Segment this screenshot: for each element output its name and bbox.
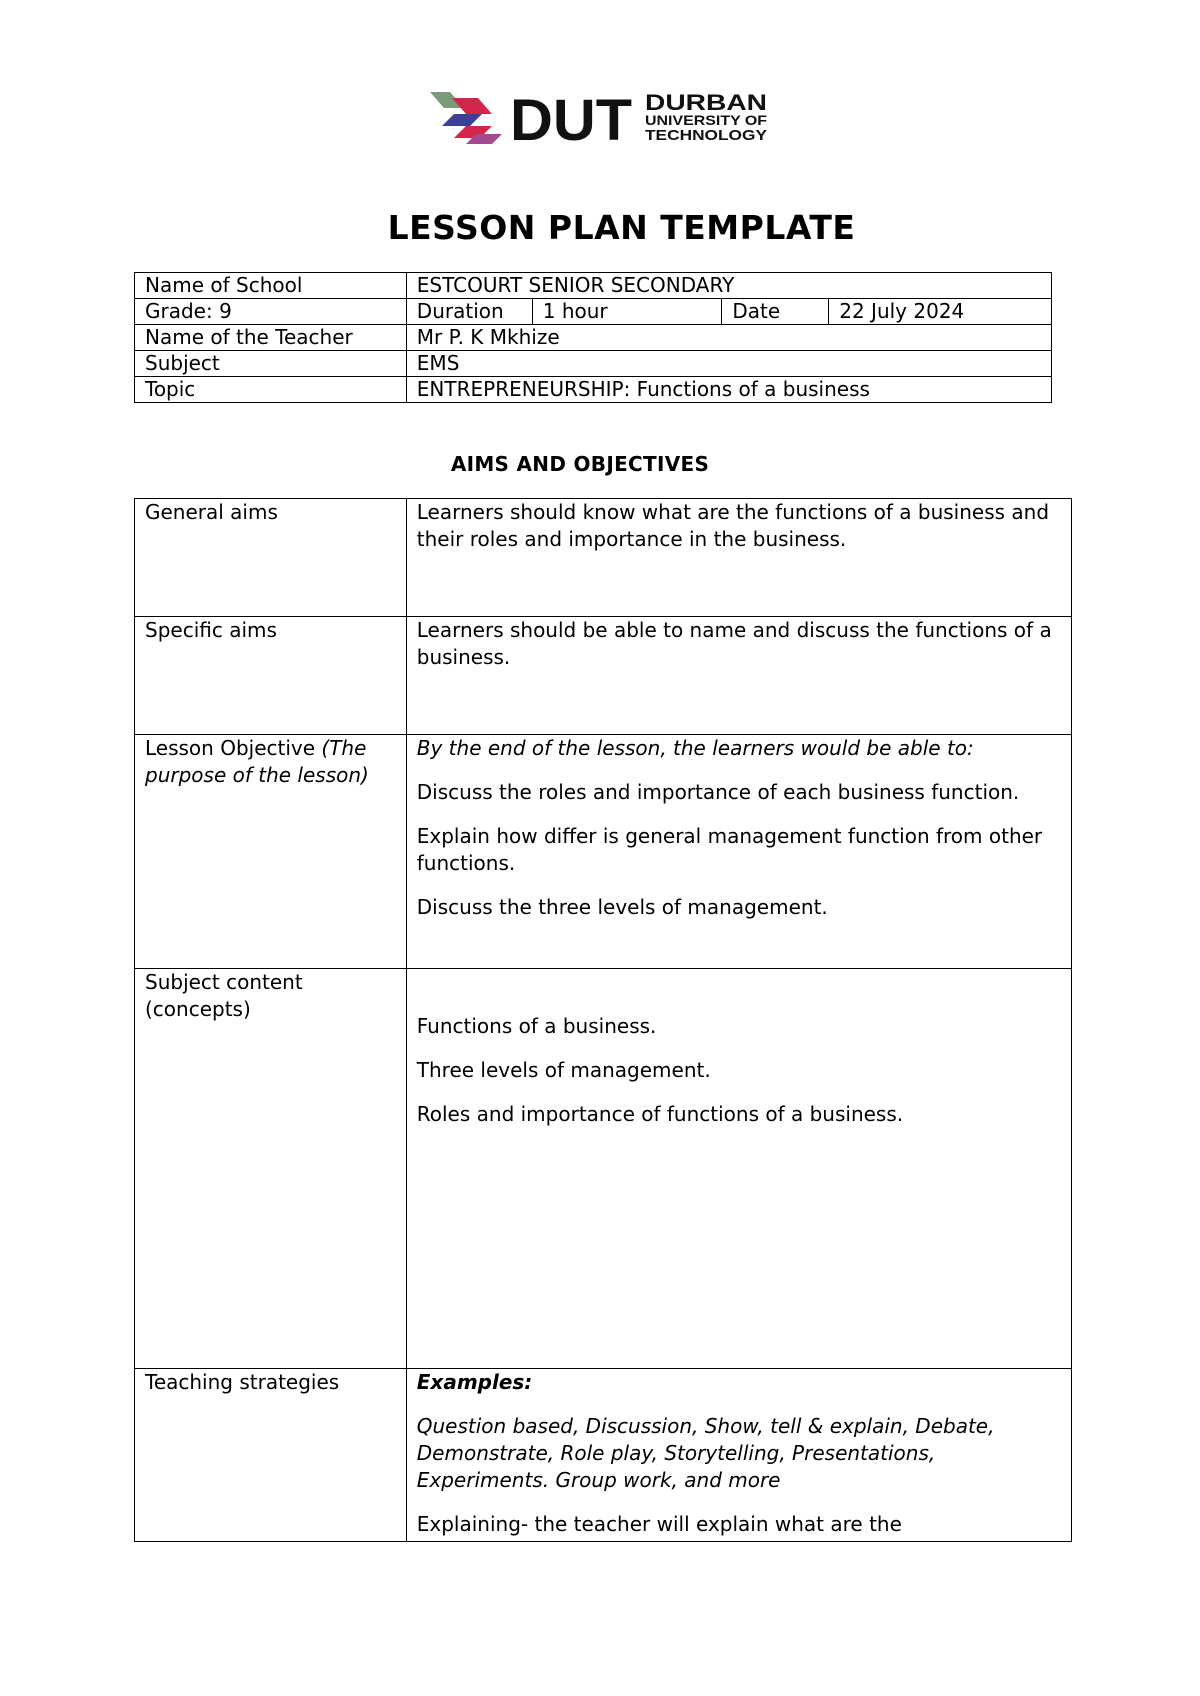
- lesson-objective-text: [406, 735, 1071, 969]
- table-row: [135, 273, 1052, 299]
- teaching-strategies-text: [406, 1369, 1071, 1542]
- objective-intro: By the end of the lesson, the learners would be able to:: [416, 736, 974, 760]
- logo-line-1: DURBAN: [645, 90, 767, 115]
- subject-label: Subject: [135, 351, 407, 377]
- dut-logo-graphic: [430, 90, 775, 146]
- logo-flag-3: [442, 114, 482, 126]
- dut-logo: [430, 90, 775, 146]
- school-value: ESTCOURT SENIOR SECONDARY: [406, 273, 1051, 299]
- topic-value: ENTREPRENEURSHIP: Functions of a business: [406, 377, 1051, 403]
- aims-objectives-table: [134, 498, 1072, 1542]
- lesson-objective-label: Lesson Objective (The purpose of the lesson): [135, 735, 407, 969]
- teacher-label: Name of the Teacher: [135, 325, 407, 351]
- objective-item: Discuss the roles and importance of each business function.: [416, 780, 1020, 804]
- general-aims-text: Learners should know what are the functions of a business and their roles and importance in the business.: [406, 499, 1071, 617]
- date-value: 22 July 2024: [829, 299, 1052, 325]
- teacher-value: Mr P. K Mkhize: [406, 325, 1051, 351]
- table-row: [135, 735, 1072, 969]
- objective-item: Discuss the three levels of management.: [416, 895, 828, 919]
- lesson-objective-label-italic: (The purpose of the lesson): [145, 736, 369, 787]
- table-row: [135, 351, 1052, 377]
- content-item: Roles and importance of functions of a business.: [416, 1102, 904, 1126]
- lesson-info-table: [134, 272, 1052, 403]
- logo-abbr: DUT: [510, 90, 632, 146]
- objective-item: Explain how differ is general management function from other functions.: [416, 824, 1043, 875]
- content-item: Functions of a business.: [416, 1014, 657, 1038]
- subject-value: EMS: [406, 351, 1051, 377]
- subject-content-text: [406, 969, 1071, 1369]
- grade-label: Grade: 9: [135, 299, 407, 325]
- strategies-explaining: Explaining- the teacher will explain what are the: [416, 1512, 902, 1536]
- strategies-examples-heading: Examples:: [416, 1370, 533, 1394]
- table-row: [135, 499, 1072, 617]
- topic-label: Topic: [135, 377, 407, 403]
- table-row: [135, 325, 1052, 351]
- table-row: [135, 377, 1052, 403]
- teaching-strategies-label: Teaching strategies: [135, 1369, 407, 1542]
- duration-value: 1 hour: [532, 299, 722, 325]
- specific-aims-text: Learners should be able to name and discuss the functions of a business.: [406, 617, 1071, 735]
- page-title: LESSON PLAN TEMPLATE: [387, 208, 856, 247]
- strategies-examples-list: Question based, Discussion, Show, tell & explain, Debate, Demonstrate, Role play, Storytelling, Presentations, Experiments. Group work, and more: [416, 1414, 995, 1492]
- table-row: [135, 617, 1072, 735]
- duration-label: Duration: [406, 299, 532, 325]
- content-item: Three levels of management.: [416, 1058, 711, 1082]
- subject-content-label: Subject content (concepts): [135, 969, 407, 1369]
- school-label: Name of School: [135, 273, 407, 299]
- general-aims-label: General aims: [135, 499, 407, 617]
- logo-line-2: UNIVERSITY OF: [645, 112, 768, 128]
- table-row: [135, 1369, 1072, 1542]
- date-label: Date: [722, 299, 829, 325]
- specific-aims-label: Specific aims: [135, 617, 407, 735]
- table-row: [135, 969, 1072, 1369]
- logo-line-3: TECHNOLOGY: [645, 127, 767, 144]
- section-heading: AIMS AND OBJECTIVES: [450, 452, 710, 476]
- table-row: [135, 299, 1052, 325]
